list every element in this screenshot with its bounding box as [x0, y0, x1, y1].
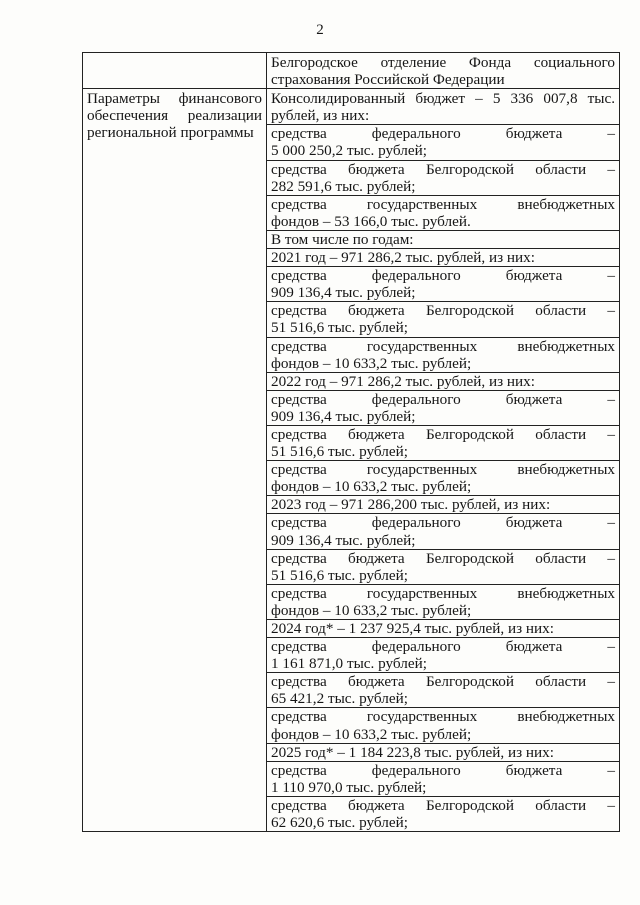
table-cell-organization — [267, 53, 620, 89]
financing-line: фондов – 10 633,2 тыс. рублей; — [271, 601, 472, 619]
page-number: 2 — [316, 22, 324, 38]
table-cell-financing — [267, 89, 620, 832]
financing-item — [267, 373, 619, 391]
financing-line: средства бюджета Белгородской области – — [271, 796, 615, 814]
financing-line: Консолидированный бюджет – 5 336 007,8 тыс. — [271, 90, 615, 108]
financing-line: 2023 год – 971 286,200 тыс. рублей, из них: — [271, 496, 551, 514]
financing-line: средства государственных внебюджетных — [271, 461, 615, 479]
financing-line: средства федерального бюджета – — [271, 125, 615, 143]
financing-line: 1 161 871,0 тыс. рублей; — [271, 655, 427, 673]
financing-item — [267, 196, 619, 231]
financing-item — [267, 249, 619, 267]
financing-item — [267, 638, 619, 673]
label-line: обеспечения реализации — [87, 107, 262, 125]
financing-line: рублей, из них: — [271, 107, 370, 125]
label-line: Параметры финансового — [87, 90, 262, 108]
financing-line: 62 620,6 тыс. рублей; — [271, 814, 408, 832]
financing-item — [267, 550, 619, 585]
financing-item — [267, 744, 619, 762]
financing-item — [267, 514, 619, 549]
financing-item — [267, 426, 619, 461]
financing-item — [267, 231, 619, 249]
financing-line: средства федерального бюджета – — [271, 514, 615, 532]
financing-line: 909 136,4 тыс. рублей; — [271, 284, 416, 302]
financing-item — [267, 496, 619, 514]
financing-line: средства бюджета Белгородской области – — [271, 673, 615, 691]
financing-line: 1 110 970,0 тыс. рублей; — [271, 778, 427, 796]
financing-item — [267, 161, 619, 196]
program-passport-table — [82, 52, 620, 832]
financing-line: фондов – 10 633,2 тыс. рублей; — [271, 725, 472, 743]
financing-line: средства государственных внебюджетных — [271, 195, 615, 213]
financing-item — [267, 673, 619, 708]
financing-item — [267, 797, 619, 831]
financing-line: средства бюджета Белгородской области – — [271, 302, 615, 320]
table-cell-label — [83, 89, 267, 832]
financing-line: 2025 год* – 1 184 223,8 тыс. рублей, из них: — [271, 743, 554, 761]
financing-line: В том числе по годам: — [271, 230, 414, 248]
table-cell-empty — [83, 53, 267, 89]
label-line: региональной программы — [87, 124, 254, 142]
table-row — [83, 89, 620, 832]
financing-line: 909 136,4 тыс. рублей; — [271, 531, 416, 549]
financing-line: 2022 год – 971 286,2 тыс. рублей, из них: — [271, 372, 535, 390]
financing-line: средства бюджета Белгородской области – — [271, 549, 615, 567]
financing-line: средства федерального бюджета – — [271, 761, 615, 779]
financing-item — [267, 391, 619, 426]
financing-line: фондов – 53 166,0 тыс. рублей. — [271, 212, 471, 230]
financing-line: 51 516,6 тыс. рублей; — [271, 443, 408, 461]
financing-line: средства федерального бюджета – — [271, 638, 615, 656]
financing-line: 2024 год* – 1 237 925,4 тыс. рублей, из них: — [271, 620, 554, 637]
financing-line: 5 000 250,2 тыс. рублей; — [271, 142, 427, 160]
financing-line: 65 421,2 тыс. рублей; — [271, 690, 408, 708]
financing-item — [267, 125, 619, 160]
organization-line: Белгородское отделение Фонда социального — [271, 54, 615, 71]
financing-line: средства государственных внебюджетных — [271, 584, 615, 602]
table-row — [83, 53, 620, 89]
financing-line: средства государственных внебюджетных — [271, 708, 615, 726]
financing-line: 909 136,4 тыс. рублей; — [271, 407, 416, 425]
financing-item — [267, 461, 619, 496]
financing-item — [267, 708, 619, 743]
financing-line: средства бюджета Белгородской области – — [271, 425, 615, 443]
financing-line: средства федерального бюджета – — [271, 267, 615, 285]
financing-line: 2021 год – 971 286,2 тыс. рублей, из них: — [271, 249, 535, 267]
financing-item — [267, 338, 619, 373]
financing-line: 51 516,6 тыс. рублей; — [271, 319, 408, 337]
financing-item — [267, 90, 619, 125]
financing-line: 282 591,6 тыс. рублей; — [271, 177, 416, 195]
financing-line: средства государственных внебюджетных — [271, 337, 615, 355]
financing-item — [267, 620, 619, 638]
financing-line: фондов – 10 633,2 тыс. рублей; — [271, 478, 472, 496]
financing-item — [267, 267, 619, 302]
financing-item — [267, 762, 619, 797]
financing-line: фондов – 10 633,2 тыс. рублей; — [271, 354, 472, 372]
financing-line: средства бюджета Белгородской области – — [271, 160, 615, 178]
organization-line: страхования Российской Федерации — [271, 71, 505, 89]
financing-item — [267, 302, 619, 337]
financing-line: 51 516,6 тыс. рублей; — [271, 566, 408, 584]
financing-line: средства федерального бюджета – — [271, 390, 615, 408]
financing-item — [267, 585, 619, 620]
